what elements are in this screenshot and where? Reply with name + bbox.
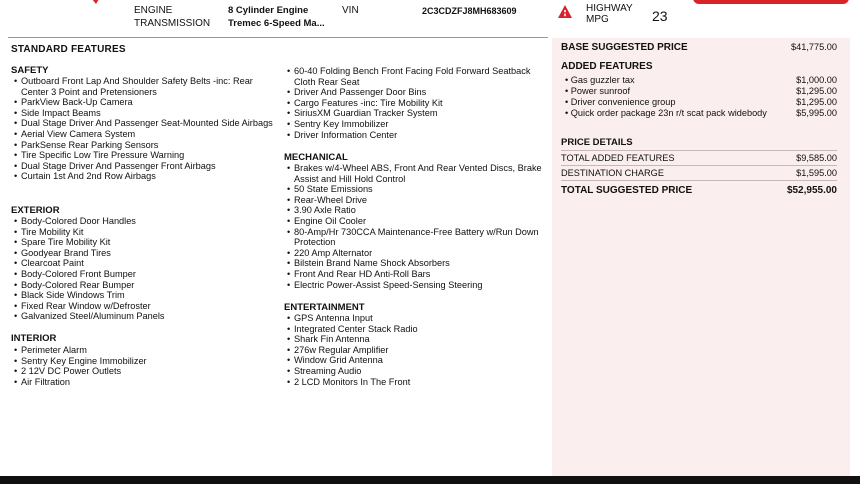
feature-item: • Electric Power-Assist Speed-Sensing Steering: [284, 280, 548, 291]
feature-item: • Dual Stage Driver And Passenger Front Airbags: [11, 161, 277, 172]
feature-item: • Spare Tire Mobility Kit: [11, 237, 277, 248]
safety-title: SAFETY: [11, 65, 49, 76]
feature-item: • Bilstein Brand Name Shock Absorbers: [284, 258, 548, 269]
top-action-button[interactable]: [693, 0, 849, 4]
feature-item: • Perimeter Alarm: [11, 345, 277, 356]
added-feature-label: • Gas guzzler tax: [565, 75, 635, 85]
feature-item: • Driver Information Center: [284, 130, 548, 141]
highway-mpg-value: 23: [652, 8, 668, 24]
feature-item: • Window Grid Antenna: [284, 355, 548, 366]
total-added-label: TOTAL ADDED FEATURES: [561, 153, 675, 163]
added-feature-value: $1,000.00: [796, 75, 837, 85]
feature-item: • 80-Amp/Hr 730CCA Maintenance-Free Battery w/Run Down Protection: [284, 227, 548, 248]
engine-label: ENGINE: [134, 5, 173, 16]
feature-item: • Front And Rear HD Anti-Roll Bars: [284, 269, 548, 280]
interior-continued-list: [284, 66, 548, 140]
added-feature-label: • Quick order package 23n r/t scat pack widebody: [565, 108, 767, 118]
feature-item: • 276w Regular Amplifier: [284, 345, 548, 356]
feature-item: • Aerial View Camera System: [11, 129, 277, 140]
feature-item: • Black Side Windows Trim: [11, 290, 277, 301]
added-feature-label: • Power sunroof: [565, 86, 631, 96]
vin-value: 2C3CDZFJ8MH683609: [422, 6, 517, 16]
highway-sign-icon: [556, 4, 574, 22]
entertainment-title: ENTERTAINMENT: [284, 302, 365, 313]
feature-item: • ParkSense Rear Parking Sensors: [11, 140, 277, 151]
feature-item: • 2 12V DC Power Outlets: [11, 366, 277, 377]
feature-item: • Streaming Audio: [284, 366, 548, 377]
mechanical-list: [284, 163, 548, 290]
total-price-value: $52,955.00: [786, 185, 837, 196]
interior-title: INTERIOR: [11, 333, 57, 344]
feature-item: • Air Filtration: [11, 377, 277, 388]
engine-value: 8 Cylinder Engine: [228, 5, 309, 16]
safety-list: [11, 76, 277, 182]
feature-item: • 60-40 Folding Bench Front Facing Fold Forward Seatback Cloth Rear Seat: [284, 66, 548, 87]
added-feature-value: $1,295.00: [796, 97, 837, 107]
feature-item: • Sentry Key Immobilizer: [284, 119, 548, 130]
feature-item: • Side Impact Beams: [11, 108, 277, 119]
feature-item: • Clearcoat Paint: [11, 258, 277, 269]
exterior-list: [11, 216, 277, 322]
transmission-label: TRANSMISSION: [134, 18, 211, 29]
total-added-value: $9,585.00: [796, 153, 837, 163]
mpg-label: MPG: [586, 14, 609, 25]
feature-item: • Integrated Center Stack Radio: [284, 324, 548, 335]
feature-item: • Body-Colored Door Handles: [11, 216, 277, 227]
feature-item: • Sentry Key Engine Immobilizer: [11, 356, 277, 367]
feature-item: • 3.90 Axle Ratio: [284, 205, 548, 216]
exterior-title: EXTERIOR: [11, 205, 60, 216]
destination-label: DESTINATION CHARGE: [561, 168, 664, 178]
feature-item: • Driver And Passenger Door Bins: [284, 87, 548, 98]
added-feature-label: • Driver convenience group: [565, 97, 676, 107]
base-price-label: BASE SUGGESTED PRICE: [561, 42, 688, 53]
destination-value: $1,595.00: [796, 168, 837, 178]
feature-item: • Galvanized Steel/Aluminum Panels: [11, 311, 277, 322]
price-divider: [561, 165, 837, 166]
mechanical-title: MECHANICAL: [284, 152, 348, 163]
feature-item: • Engine Oil Cooler: [284, 216, 548, 227]
feature-item: • Body-Colored Rear Bumper: [11, 280, 277, 291]
feature-item: • Body-Colored Front Bumper: [11, 269, 277, 280]
price-divider: [561, 150, 837, 151]
highway-label: HIGHWAY: [586, 3, 633, 14]
vin-label: VIN: [342, 5, 359, 16]
bottom-bar: [0, 476, 860, 484]
entertainment-list: [284, 313, 548, 387]
header-divider: [8, 37, 548, 38]
price-divider: [561, 180, 837, 181]
feature-item: • Shark Fin Antenna: [284, 334, 548, 345]
feature-item: • Goodyear Brand Tires: [11, 248, 277, 259]
feature-item: • Tire Specific Low Tire Pressure Warning: [11, 150, 277, 161]
feature-item: • GPS Antenna Input: [284, 313, 548, 324]
feature-item: • 50 State Emissions: [284, 184, 548, 195]
feature-item: • Cargo Features -inc: Tire Mobility Kit: [284, 98, 548, 109]
feature-item: • SiriusXM Guardian Tracker System: [284, 108, 548, 119]
added-feature-row: [561, 108, 837, 130]
interior-list: [11, 345, 277, 387]
feature-item: • Tire Mobility Kit: [11, 227, 277, 238]
feature-item: • Dual Stage Driver And Passenger Seat-Mounted Side Airbags: [11, 118, 277, 129]
vehicle-spec-strip: [0, 0, 860, 34]
standard-features-title: STANDARD FEATURES: [11, 44, 126, 55]
brand-logo-icon: [88, 0, 102, 4]
feature-item: • Curtain 1st And 2nd Row Airbags: [11, 171, 277, 182]
feature-item: • 220 Amp Alternator: [284, 248, 548, 259]
transmission-value: Tremec 6-Speed Ma...: [228, 18, 325, 29]
feature-item: • Fixed Rear Window w/Defroster: [11, 301, 277, 312]
added-feature-value: $5,995.00: [796, 108, 837, 118]
feature-item: • 2 LCD Monitors In The Front: [284, 377, 548, 388]
base-price-value: $41,775.00: [791, 42, 837, 52]
added-feature-value: $1,295.00: [796, 86, 837, 96]
feature-item: • Rear-Wheel Drive: [284, 195, 548, 206]
feature-item: • ParkView Back-Up Camera: [11, 97, 277, 108]
feature-item: • Brakes w/4-Wheel ABS, Front And Rear Vented Discs, Brake Assist and Hill Hold Control: [284, 163, 548, 184]
total-price-label: TOTAL SUGGESTED PRICE: [561, 185, 693, 196]
feature-item: • Outboard Front Lap And Shoulder Safety Belts -inc: Rear Center 3 Point and Pretensioners: [11, 76, 277, 97]
